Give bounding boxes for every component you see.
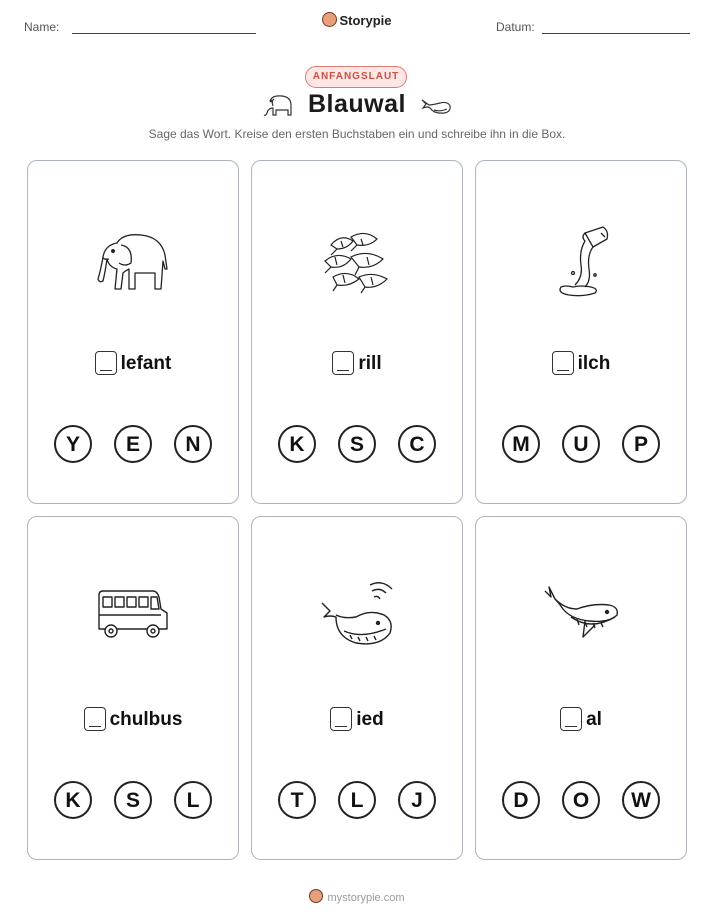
- word-wal: [476, 707, 686, 731]
- letter-choice[interactable]: N: [174, 425, 212, 463]
- letter-choices: [476, 425, 686, 463]
- letter-choice[interactable]: L: [338, 781, 376, 819]
- letter-choice[interactable]: K: [278, 425, 316, 463]
- letter-choices: [252, 781, 462, 819]
- letter-choice[interactable]: O: [562, 781, 600, 819]
- letter-box[interactable]: [552, 351, 574, 375]
- name-line[interactable]: [72, 33, 256, 34]
- word-rest: chulbus: [109, 709, 183, 730]
- letter-choice[interactable]: C: [398, 425, 436, 463]
- word-rest: ilch: [577, 353, 611, 374]
- footer-url: mystorypie.com: [327, 892, 405, 904]
- letter-choice[interactable]: S: [338, 425, 376, 463]
- whale-icon: [541, 585, 621, 645]
- brand-name: Storypie: [339, 13, 392, 28]
- bear-icon: [322, 12, 337, 27]
- bear-icon: [309, 889, 323, 903]
- brand-logo: [0, 12, 714, 28]
- word-rest: ied: [356, 709, 384, 730]
- letter-choice[interactable]: W: [622, 781, 660, 819]
- letter-choice[interactable]: D: [502, 781, 540, 819]
- topic-badge: ANFANGSLAUT: [305, 66, 407, 88]
- letter-choice[interactable]: Y: [54, 425, 92, 463]
- word-rest: al: [586, 709, 602, 730]
- singing-whale-icon: [320, 581, 394, 651]
- whale-icon: [420, 96, 452, 118]
- milk-pour-icon: [551, 225, 611, 299]
- letter-choice[interactable]: J: [398, 781, 436, 819]
- word-milch: [476, 351, 686, 375]
- letter-choices: [252, 425, 462, 463]
- word-rest: lefant: [120, 353, 172, 374]
- word-elefant: [28, 351, 238, 375]
- letter-box[interactable]: [84, 707, 106, 731]
- letter-choice[interactable]: E: [114, 425, 152, 463]
- card-schulbus: [27, 516, 239, 860]
- letter-box[interactable]: [330, 707, 352, 731]
- school-bus-icon: [95, 589, 171, 641]
- letter-choice[interactable]: S: [114, 781, 152, 819]
- letter-choice[interactable]: M: [502, 425, 540, 463]
- card-wal: [475, 516, 687, 860]
- letter-choice[interactable]: U: [562, 425, 600, 463]
- card-krill: [251, 160, 463, 504]
- instructions: Sage das Wort. Kreise den ersten Buchstaben ein und schreibe ihn in die Box.: [148, 127, 566, 141]
- letter-box[interactable]: [560, 707, 582, 731]
- letter-choice[interactable]: T: [278, 781, 316, 819]
- word-schulbus: [28, 707, 238, 731]
- shrimp-icon: [321, 227, 393, 295]
- name-label: Name:: [24, 20, 60, 34]
- footer: [0, 889, 714, 904]
- letter-box[interactable]: [332, 351, 354, 375]
- letter-choice[interactable]: K: [54, 781, 92, 819]
- card-lied: [251, 516, 463, 860]
- date-label: Datum:: [496, 20, 535, 34]
- letter-choices: [28, 425, 238, 463]
- word-rest: rill: [358, 353, 382, 374]
- letter-box[interactable]: [95, 351, 117, 375]
- letter-choice[interactable]: P: [622, 425, 660, 463]
- word-krill: [252, 351, 462, 375]
- word-lied: [252, 707, 462, 731]
- elephant-icon: [95, 229, 171, 293]
- letter-choice[interactable]: L: [174, 781, 212, 819]
- date-line[interactable]: [542, 33, 690, 34]
- letter-choices: [28, 781, 238, 819]
- card-elefant: [27, 160, 239, 504]
- letter-choices: [476, 781, 686, 819]
- page-title: Blauwal: [308, 90, 406, 118]
- card-milch: [475, 160, 687, 504]
